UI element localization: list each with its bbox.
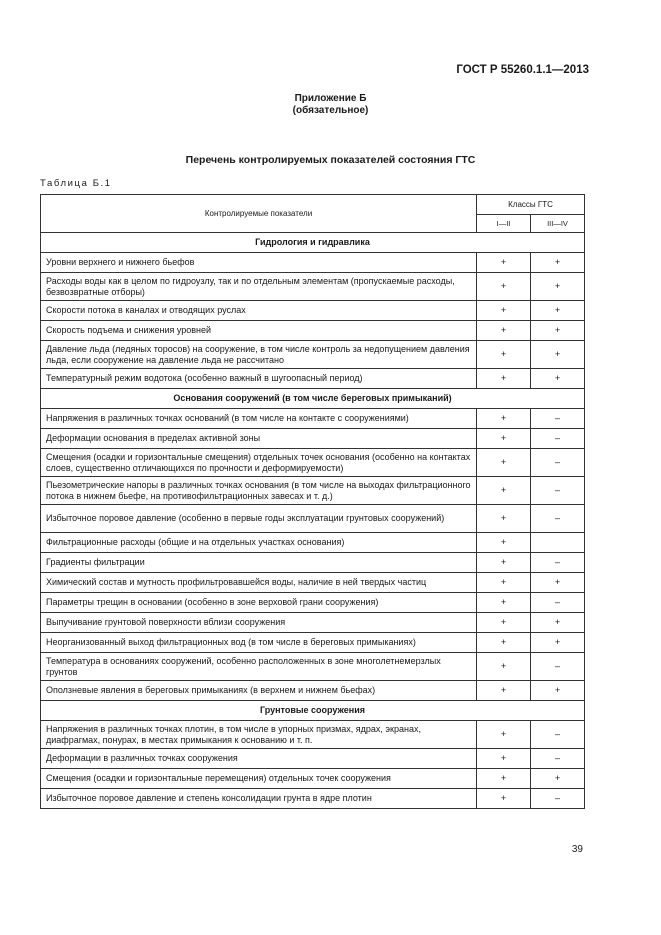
class-b-cell: + — [531, 681, 585, 701]
class-a-cell: + — [477, 573, 531, 593]
indicator-cell: Избыточное поровое давление и степень консолидации грунта в ядре плотин — [41, 789, 477, 809]
indicator-cell: Параметры трещин в основании (особенно в зоне верховой грани сооружения) — [41, 593, 477, 613]
class-a-cell: + — [477, 429, 531, 449]
class-b-cell: – — [531, 477, 585, 505]
indicator-cell: Температура в основаниях сооружений, особенно расположенных в зоне многолетнемерзлых грунтов — [41, 653, 477, 681]
class-a-cell: + — [477, 653, 531, 681]
class-a-cell: + — [477, 721, 531, 749]
section-title: Основания сооружений (в том числе береговых примыканий) — [41, 389, 585, 409]
indicator-cell: Деформации в различных точках сооружения — [41, 749, 477, 769]
appendix-title: Приложение Б — [294, 93, 367, 104]
section-title: Гидрология и гидравлика — [41, 233, 585, 253]
class-a-cell: + — [477, 369, 531, 389]
table-row — [41, 301, 585, 321]
indicator-cell: Градиенты фильтрации — [41, 553, 477, 573]
class-b-cell: + — [531, 301, 585, 321]
class-a-cell: + — [477, 301, 531, 321]
class-a-cell: + — [477, 553, 531, 573]
section-row — [41, 701, 585, 721]
class-a-cell: + — [477, 341, 531, 369]
class-a-cell: + — [477, 321, 531, 341]
table-row — [41, 593, 585, 613]
table-body — [41, 233, 585, 809]
class-a-cell: + — [477, 593, 531, 613]
section-row — [41, 233, 585, 253]
class-b-cell: + — [531, 273, 585, 301]
class-b-cell: – — [531, 409, 585, 429]
indicator-cell: Скорости потока в каналах и отводящих руслах — [41, 301, 477, 321]
indicator-cell: Давление льда (ледяных торосов) на сооружение, в том числе контроль за недопущением давления льда, если сооружение на давление льда не рассчитано — [41, 341, 477, 369]
indicator-cell: Температурный режим водотока (особенно важный в шугоопасный период) — [41, 369, 477, 389]
table-row — [41, 477, 585, 505]
class-a-cell: + — [477, 789, 531, 809]
table-row — [41, 505, 585, 533]
class-b-cell: + — [531, 769, 585, 789]
appendix-heading — [0, 93, 661, 117]
class-b-cell: + — [531, 253, 585, 273]
indicator-cell: Фильтрационные расходы (общие и на отдельных участках основания) — [41, 533, 477, 553]
class-b-cell: + — [531, 321, 585, 341]
table-row — [41, 789, 585, 809]
table-row — [41, 653, 585, 681]
table-row — [41, 721, 585, 749]
table-row — [41, 273, 585, 301]
class-b-cell: + — [531, 633, 585, 653]
appendix-status: (обязательное) — [292, 105, 369, 116]
list-title: Перечень контролируемых показателей состояния ГТС — [185, 154, 476, 166]
table-row — [41, 769, 585, 789]
class-a-cell: + — [477, 769, 531, 789]
indicator-cell: Выпучивание грунтовой поверхности вблизи сооружения — [41, 613, 477, 633]
indicator-cell: Смещения (осадки и горизонтальные перемещения) отдельных точек сооружения — [41, 769, 477, 789]
indicator-cell: Скорость подъема и снижения уровней — [41, 321, 477, 341]
class-b-cell: – — [531, 721, 585, 749]
class-b-cell: – — [531, 789, 585, 809]
table-row — [41, 749, 585, 769]
table-label: Таблица Б.1 — [40, 178, 112, 189]
class-a-cell: + — [477, 613, 531, 633]
table-row — [41, 321, 585, 341]
indicator-cell: Напряжения в различных точках плотин, в том числе в упорных призмах, ядрах, экранах, диафрагмах, понурах, в местах примыкания к основанию и т. п. — [41, 721, 477, 749]
class-a-cell: + — [477, 253, 531, 273]
class-b-cell: – — [531, 553, 585, 573]
indicator-cell: Пьезометрические напоры в различных точках основания (в том числе на выходах фильтрационного потока в нижнем бьефе, на противофильтрационных завесах и т. д.) — [41, 477, 477, 505]
class-b-cell: – — [531, 505, 585, 533]
table-row — [41, 429, 585, 449]
class-a-cell: + — [477, 633, 531, 653]
table-row — [41, 409, 585, 429]
section-title: Грунтовые сооружения — [41, 701, 585, 721]
table-row — [41, 613, 585, 633]
table-row — [41, 553, 585, 573]
table-row — [41, 573, 585, 593]
class-b-cell: + — [531, 573, 585, 593]
table-row — [41, 681, 585, 701]
class-a-cell: + — [477, 505, 531, 533]
table-row — [41, 533, 585, 553]
class-a-cell: + — [477, 273, 531, 301]
class-b-cell: + — [531, 613, 585, 633]
header-class-b: III—IV — [531, 215, 585, 233]
indicator-cell: Избыточное поровое давление (особенно в первые годы эксплуатации грунтовых сооружений) — [41, 505, 477, 533]
table-row — [41, 341, 585, 369]
header-class-a: I—II — [477, 215, 531, 233]
header-indicators: Контролируемые показатели — [41, 195, 477, 233]
indicator-cell: Химический состав и мутность профильтровавшейся воды, наличие в ней твердых частиц — [41, 573, 477, 593]
class-b-cell: + — [531, 369, 585, 389]
class-b-cell: – — [531, 593, 585, 613]
indicator-cell: Смещения (осадки и горизонтальные смещения) отдельных точек основания (особенно на контактах слоев, существенно отличающихся по прочности и деформируемости) — [41, 449, 477, 477]
class-b-cell: – — [531, 653, 585, 681]
indicators-table — [40, 194, 585, 809]
class-a-cell: + — [477, 449, 531, 477]
table-row — [41, 253, 585, 273]
table-row — [41, 633, 585, 653]
table-row — [41, 449, 585, 477]
indicator-cell: Неорганизованный выход фильтрационных вод (в том числе в береговых примыканиях) — [41, 633, 477, 653]
indicator-cell: Уровни верхнего и нижнего бьефов — [41, 253, 477, 273]
indicator-cell: Деформации основания в пределах активной зоны — [41, 429, 477, 449]
class-b-cell: – — [531, 449, 585, 477]
indicator-cell: Напряжения в различных точках оснований (в том числе на контакте с сооружениями) — [41, 409, 477, 429]
document-code: ГОСТ Р 55260.1.1—2013 — [456, 64, 589, 76]
class-a-cell: + — [477, 681, 531, 701]
section-row — [41, 389, 585, 409]
class-a-cell: + — [477, 533, 531, 553]
class-a-cell: + — [477, 409, 531, 429]
header-classes: Классы ГТС — [477, 195, 585, 215]
class-b-cell: + — [531, 341, 585, 369]
table-row — [41, 369, 585, 389]
class-a-cell: + — [477, 477, 531, 505]
page-number: 39 — [571, 844, 583, 855]
indicator-cell: Оползневые явления в береговых примыканиях (в верхнем и нижнем бьефах) — [41, 681, 477, 701]
indicator-cell: Расходы воды как в целом по гидроузлу, так и по отдельным элементам (пропускаемые расходы, безвозвратные отборы) — [41, 273, 477, 301]
class-b-cell: – — [531, 749, 585, 769]
class-b-cell: – — [531, 429, 585, 449]
class-b-cell — [531, 533, 585, 553]
class-a-cell: + — [477, 749, 531, 769]
